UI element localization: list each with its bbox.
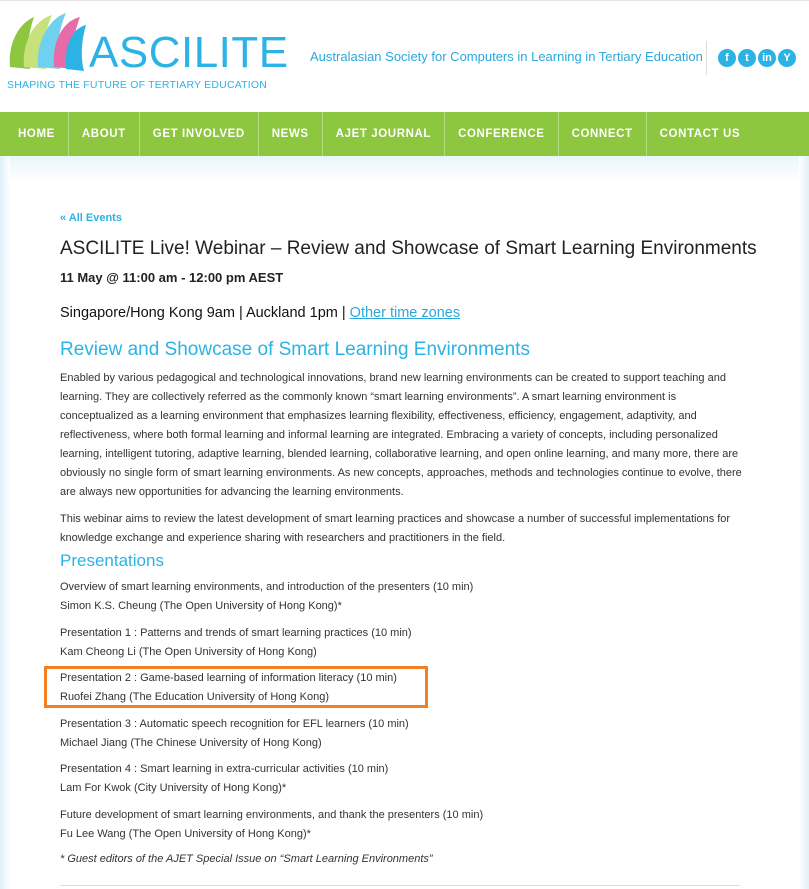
- nav-item-connect[interactable]: CONNECT: [559, 112, 647, 156]
- presentation-title: Presentation 1 : Patterns and trends of smart learning practices (10 min): [60, 627, 412, 639]
- nav-item-conference[interactable]: CONFERENCE: [445, 112, 559, 156]
- presentations-heading: Presentations: [60, 551, 164, 570]
- presentation-title: Overview of smart learning environments, and introduction of the presenters (10 min): [60, 581, 474, 593]
- section-heading: Review and Showcase of Smart Learning Environments: [60, 339, 530, 360]
- content-right-shadow: [799, 156, 809, 889]
- presentation-title: Presentation 2 : Game-based learning of information literacy (10 min): [60, 672, 397, 684]
- footnote: * Guest editors of the AJET Special Issue on “Smart Learning Environments”: [60, 853, 433, 865]
- nav-item-get-involved[interactable]: GET INVOLVED: [140, 112, 259, 156]
- presentation-title: Future development of smart learning environments, and thank the presenters (10 min): [60, 809, 484, 821]
- description-paragraph-2: This webinar aims to review the latest development of smart learning practices and showcase a number of successful implementations for knowledge exchange and experience sharing with researchers and practitioners in the field.: [60, 513, 731, 544]
- main-nav: [0, 112, 809, 156]
- nav-item-contact-us[interactable]: CONTACT US: [659, 128, 741, 140]
- nav-item-news[interactable]: NEWS: [259, 112, 323, 156]
- all-events-link[interactable]: « All Events: [60, 212, 122, 224]
- presentation-title: Presentation 3 : Automatic speech recognition for EFL learners (10 min): [60, 718, 409, 730]
- presentation-presenter: Lam For Kwok (City University of Hong Kong)*: [60, 781, 287, 794]
- presentation-item: [60, 806, 483, 843]
- presentation-presenter: Kam Cheong Li (The Open University of Hong Kong): [60, 645, 317, 658]
- society-name: Australasian Society for Computers in Learning in Tertiary Education: [310, 49, 703, 64]
- description-paragraph-1: Enabled by various pedagogical and technological innovations, brand new learning environments can be created to support teaching and learning. They are collectively referred as the commonly known “smart learning environments”. A smart learning environment is conceptualized as a learning environment that emphasizes learning flexibility, effectiveness, efficiency, engagement, adaptivity, and reflectiveness, where both formal learning and informal learning are integrated. Embracing a variety of concepts, including personalized learning, intelligent tutoring, adaptive learning, blended learning, collaborative learning, and open online learning, and many more, there are obviously no single form of smart learning environments. As new concepts, approaches, methods and technologies continue to evolve, there are always new opportunities for advancing the learning environments.: [60, 372, 742, 498]
- presentation-item: [60, 624, 412, 661]
- header-divider: [706, 41, 707, 75]
- youtube-icon[interactable]: Y: [778, 49, 796, 67]
- linkedin-icon[interactable]: in: [758, 49, 776, 67]
- content-left-shadow: [0, 156, 10, 889]
- site-header: [0, 0, 809, 113]
- twitter-icon[interactable]: t: [738, 49, 756, 67]
- time-zones-text: Singapore/Hong Kong 9am | Auckland 1pm |: [60, 305, 350, 321]
- logo-wordmark[interactable]: ASCILITE: [89, 28, 289, 77]
- event-title: ASCILITE Live! Webinar – Review and Showcase of Smart Learning Environments: [60, 238, 757, 259]
- time-zones-line: [60, 305, 460, 321]
- social-links: [718, 49, 796, 67]
- facebook-icon[interactable]: f: [718, 49, 736, 67]
- bottom-divider: [60, 885, 740, 886]
- presentation-presenter: Fu Lee Wang (The Open University of Hong Kong)*: [60, 827, 311, 840]
- presentation-title: Presentation 4 : Smart learning in extra-curricular activities (10 min): [60, 763, 389, 775]
- presentation-presenter: Ruofei Zhang (The Education University of Hong Kong): [60, 690, 330, 703]
- nav-item-about[interactable]: ABOUT: [69, 112, 140, 156]
- nav-item-ajet-journal[interactable]: AJET JOURNAL: [323, 112, 445, 156]
- event-time: 11 May @ 11:00 am - 12:00 pm AEST: [60, 270, 284, 285]
- presentation-item: [60, 578, 473, 615]
- ascilite-logo-icon[interactable]: [4, 7, 90, 83]
- presentation-presenter: Simon K.S. Cheung (The Open University of Hong Kong)*: [60, 599, 342, 612]
- presentation-presenter: Michael Jiang (The Chinese University of Hong Kong): [60, 736, 322, 749]
- presentation-item: [60, 760, 388, 797]
- content-top-shadow: [0, 156, 809, 182]
- presentation-item: [60, 715, 409, 752]
- other-time-zones-link[interactable]: Other time zones: [349, 305, 461, 321]
- highlight-box: [44, 666, 428, 708]
- nav-item-home[interactable]: HOME: [0, 112, 69, 156]
- logo-tagline: SHAPING THE FUTURE OF TERTIARY EDUCATION: [7, 79, 268, 91]
